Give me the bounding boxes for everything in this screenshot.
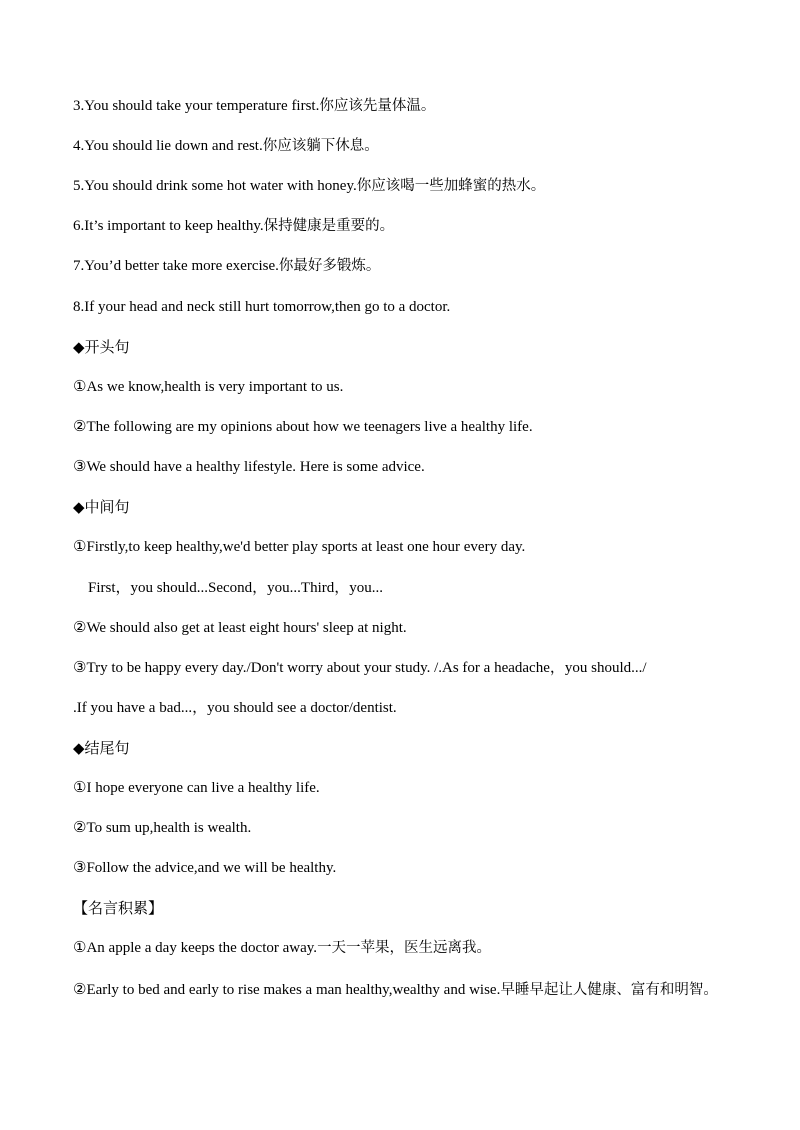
quote-en: ②Early to bed and early to rise makes a man healthy,wealthy and wise. — [73, 982, 501, 998]
sentence-6 — [73, 216, 733, 236]
sentence-cn: 你应该喝一些加蜂蜜的热水。 — [356, 178, 546, 194]
middle-item-1-sub: First，you should...Second，you...Third，you... — [88, 580, 383, 596]
middle-item-1: ①Firstly,to keep healthy,we'd better play sports at least one hour every day. — [73, 539, 526, 555]
sentence-cn: 你应该躺下休息。 — [262, 138, 379, 154]
quotes-heading: 【名言积累】 — [73, 899, 164, 917]
middle-heading: ◆中间句 — [73, 498, 130, 516]
sentence-en: 6.It’s important to keep healthy. — [73, 218, 264, 234]
quote-cn: 早睡早起让人健康、富有和明智。 — [500, 982, 718, 998]
sentence-3 — [73, 96, 733, 116]
sentence-7 — [73, 256, 733, 276]
sentence-en: 3.You should take your temperature first. — [73, 98, 320, 114]
sentence-cn: 你最好多锻炼。 — [278, 258, 381, 274]
middle-item-3b: .If you have a bad...，you should see a doctor/dentist. — [73, 700, 397, 716]
opening-item-1: ①As we know,health is very important to us. — [73, 379, 344, 395]
quote-cn: 一天一苹果，医生远离我。 — [317, 940, 492, 956]
opening-heading: ◆开头句 — [73, 338, 130, 356]
sentence-8 — [73, 297, 733, 317]
quote-2 — [73, 979, 723, 1001]
closing-item-2: ②To sum up,health is wealth. — [73, 820, 252, 836]
middle-item-2: ②We should also get at least eight hours' sleep at night. — [73, 620, 407, 636]
sentence-cn: 保持健康是重要的。 — [263, 218, 395, 234]
quote-1 — [73, 938, 733, 958]
sentence-4 — [73, 136, 733, 156]
opening-item-3: ③We should have a healthy lifestyle. Here is some advice. — [73, 459, 425, 475]
middle-item-3a: ③Try to be happy every day./Don't worry about your study. /.As for a headache，you should.../ — [73, 660, 647, 676]
quote-en: ①An apple a day keeps the doctor away. — [73, 940, 318, 956]
opening-item-2: ②The following are my opinions about how we teenagers live a healthy life. — [73, 419, 533, 435]
sentence-en: 7.You’d better take more exercise. — [73, 258, 279, 274]
sentence-5 — [73, 176, 733, 196]
sentence-en: 5.You should drink some hot water with honey. — [73, 178, 357, 194]
closing-item-1: ①I hope everyone can live a healthy life. — [73, 780, 320, 796]
closing-heading: ◆结尾句 — [73, 739, 130, 757]
sentence-en: 8.If your head and neck still hurt tomorrow,then go to a doctor. — [73, 299, 451, 315]
sentence-en: 4.You should lie down and rest. — [73, 138, 263, 154]
closing-item-3: ③Follow the advice,and we will be healthy. — [73, 860, 337, 876]
sentence-cn: 你应该先量体温。 — [319, 98, 436, 114]
